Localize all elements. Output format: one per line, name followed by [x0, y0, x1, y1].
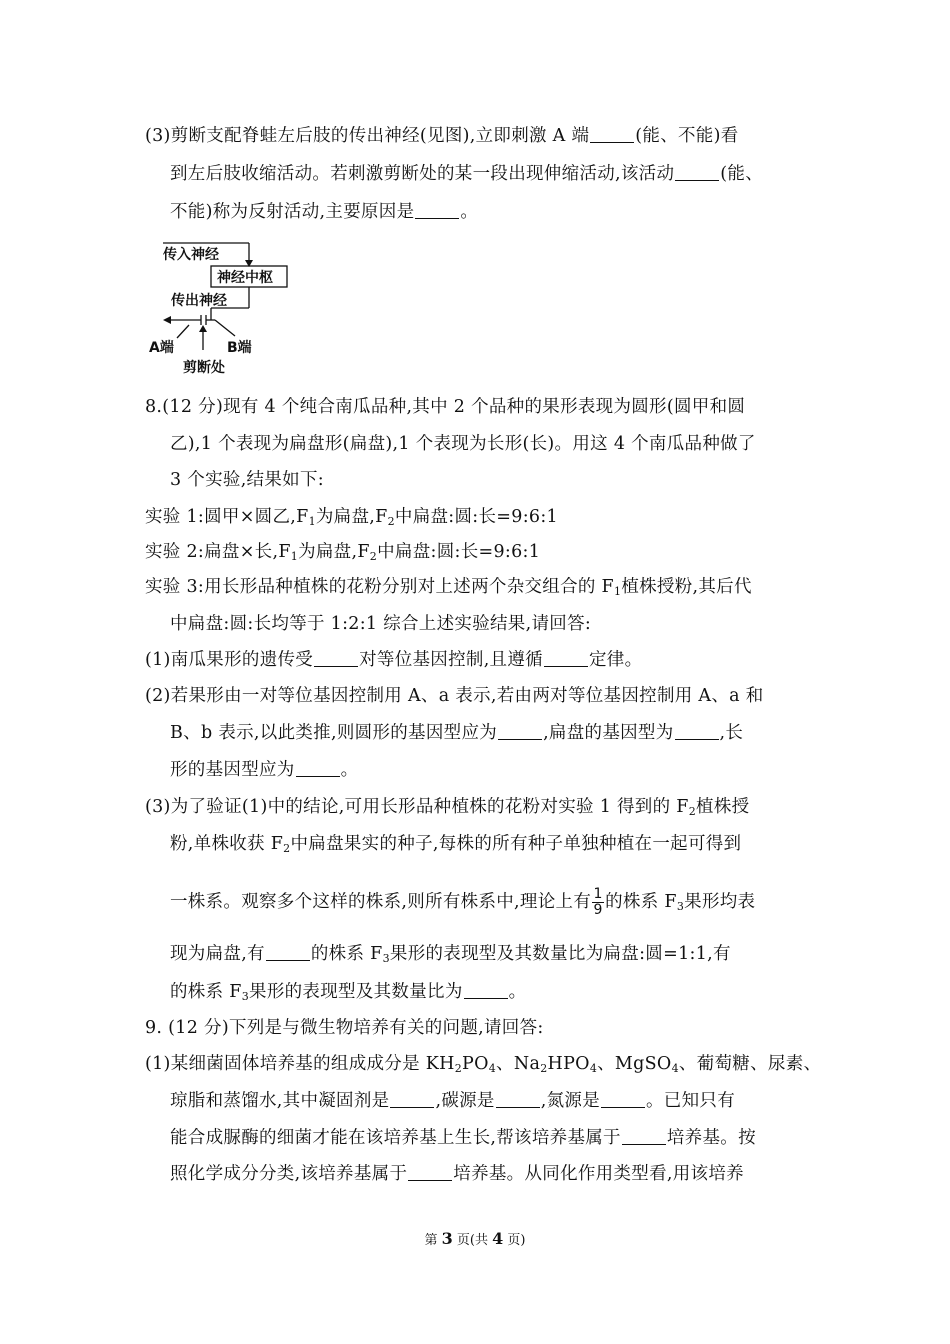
answer-blank[interactable] — [415, 202, 459, 219]
page-footer — [0, 1229, 950, 1248]
q7-text: 不能)称为反射活动,主要原因是 — [170, 202, 415, 222]
q7-text: 。 — [460, 202, 479, 222]
label-efferent: 传出神经 — [171, 293, 227, 309]
q8-exp2 — [145, 540, 540, 564]
q8-line1: 8.(12 分)现有 4 个纯合南瓜品种,其中 2 个品种的果形表现为圆形(圆甲和圆 — [145, 397, 746, 417]
q9-text: 能合成脲酶的细菌才能在该培养基上生长,帮该培养基属于 — [170, 1128, 621, 1148]
q7-text: (3)剪断支配脊蛙左后肢的传出神经(见图),立即刺激 A 端 — [145, 126, 590, 146]
q8-text: 形的基因型应为 — [170, 760, 295, 780]
subscript: 4 — [488, 1062, 497, 1075]
q9-text: 。已知只有 — [646, 1091, 735, 1111]
answer-blank[interactable] — [622, 1128, 666, 1145]
q7-part3-line1 — [145, 124, 739, 148]
fraction-numerator: 1 — [593, 886, 603, 902]
q9-text: 、MgSO — [597, 1054, 672, 1074]
q8-exp3 — [145, 575, 752, 599]
subscript: 1 — [290, 550, 299, 563]
arrow-left-head — [163, 316, 171, 324]
answer-blank[interactable] — [675, 164, 719, 181]
q8-text: 植株授 — [696, 797, 750, 817]
footer-text: 页(共 — [452, 1233, 493, 1248]
q8-text: 中扁盘:圆:长=9:6:1 — [394, 507, 558, 527]
label-a-end: A端 — [149, 340, 174, 356]
answer-blank[interactable] — [601, 1091, 645, 1108]
q9-part1-line3 — [170, 1126, 756, 1150]
q9-text: 照化学成分分类,该培养基属于 — [170, 1164, 408, 1184]
answer-blank[interactable] — [464, 982, 508, 999]
q9-text: 培养基。从同化作用类型看,用该培养 — [453, 1164, 744, 1184]
q9-text: ,氮源是 — [540, 1091, 600, 1111]
q8-part2-line2 — [170, 721, 743, 745]
q7-part3-line3 — [170, 200, 478, 224]
subscript: 2 — [387, 515, 395, 528]
q9-part1-line2 — [170, 1089, 735, 1113]
subscript: 3 — [676, 900, 685, 913]
q8-text: 。 — [340, 760, 359, 780]
subscript: 2 — [454, 1062, 462, 1075]
label-cut: 剪断处 — [183, 360, 225, 376]
subscript: 4 — [589, 1062, 598, 1075]
label-center: 神经中枢 — [217, 270, 273, 286]
footer-text: 第 — [424, 1233, 442, 1248]
q8-exp3-cont: 中扁盘:圆:长均等于 1:2:1 综合上述实验结果,请回答: — [170, 614, 592, 634]
q8-text: ,长 — [719, 723, 744, 743]
q8-part3-line5 — [170, 980, 526, 1004]
q9-text: PO — [462, 1054, 489, 1074]
q9-part1-line1 — [145, 1052, 821, 1076]
q8-text: 的株系 F — [310, 944, 383, 964]
page-number: 3 — [441, 1229, 453, 1248]
q8-part2-line1: (2)若果形由一对等位基因控制用 A、a 表示,若由两对等位基因控制用 A、a 和 — [145, 686, 764, 706]
answer-blank[interactable] — [314, 650, 358, 667]
q8-text: 现为扁盘,有 — [170, 944, 265, 964]
subscript: 2 — [540, 1062, 548, 1075]
answer-blank[interactable] — [498, 723, 542, 740]
q8-text: 实验 1:圆甲×圆乙,F — [145, 507, 309, 527]
arrow-up-head — [199, 325, 207, 332]
subscript: 2 — [369, 550, 378, 563]
q8-text: 实验 3:用长形品种植株的花粉分别对上述两个杂交组合的 F — [145, 577, 614, 597]
q9-text: (1)某细菌固体培养基的组成成分是 KH — [145, 1054, 455, 1074]
q8-part3-line3 — [170, 887, 755, 918]
q8-part1 — [145, 648, 642, 672]
q8-text: 植株授粉,其后代 — [621, 577, 752, 597]
q8-part3-line4 — [170, 942, 731, 966]
q7-text: (能、不能)看 — [635, 126, 739, 146]
q8-text: 实验 2:扁盘×长,F — [145, 542, 291, 562]
nerve-cut-diagram — [145, 240, 305, 380]
q8-text: 果形均表 — [684, 892, 756, 912]
subscript: 4 — [671, 1062, 679, 1075]
answer-blank[interactable] — [408, 1164, 452, 1181]
total-pages: 4 — [492, 1229, 504, 1248]
subscript: 1 — [308, 515, 316, 528]
subscript: 3 — [382, 952, 390, 965]
answer-blank[interactable] — [590, 126, 634, 143]
q8-exp1 — [145, 505, 558, 529]
answer-blank[interactable] — [675, 723, 719, 740]
q8-text: 果形的表现型及其数量比为扁盘:圆=1:1,有 — [389, 944, 731, 964]
label-b-end: B端 — [227, 340, 252, 356]
fraction-denominator: 9 — [593, 902, 603, 918]
q8-text: ,扁盘的基因型为 — [543, 723, 674, 743]
q7-text: 到左后肢收缩活动。若刺激剪断处的某一段出现伸缩活动,该活动 — [170, 164, 675, 184]
subscript: 3 — [241, 990, 250, 1003]
answer-blank[interactable] — [296, 760, 340, 777]
answer-blank[interactable] — [544, 650, 588, 667]
a-end-diag-line — [177, 325, 189, 338]
q9-text: 琼脂和蒸馏水,其中凝固剂是 — [170, 1091, 390, 1111]
answer-blank[interactable] — [496, 1091, 540, 1108]
b-end-diag-line — [215, 320, 235, 336]
q9-text: 培养基。按 — [666, 1128, 756, 1148]
answer-blank[interactable] — [266, 944, 310, 961]
label-afferent: 传入神经 — [163, 247, 219, 263]
q9-line1: 9. (12 分)下列是与微生物培养有关的问题,请回答: — [145, 1018, 544, 1038]
q8-line3: 3 个实验,结果如下: — [170, 470, 324, 490]
q8-text: 。 — [508, 982, 527, 1002]
q8-text: (1)南瓜果形的遗传受 — [145, 650, 314, 670]
q8-part3-line2 — [170, 832, 741, 856]
subscript: 2 — [688, 805, 697, 818]
q8-text: 为扁盘,F — [315, 507, 388, 527]
q9-text: 、Na — [496, 1054, 541, 1074]
q8-text: 定律。 — [588, 650, 643, 670]
q8-text: 中扁盘果实的种子,每株的所有种子单独种植在一起可得到 — [290, 834, 742, 854]
q9-text: 、葡萄糖、尿素、 — [678, 1054, 822, 1074]
q8-text: 中扁盘:圆:长=9:6:1 — [377, 542, 541, 562]
q8-text: 为扁盘,F — [298, 542, 370, 562]
subscript: 2 — [283, 842, 291, 855]
q8-text: 对等位基因控制,且遵循 — [359, 650, 543, 670]
q8-line2: 乙),1 个表现为扁盘形(扁盘),1 个表现为长形(长)。用这 4 个南瓜品种做了 — [170, 434, 756, 454]
answer-blank[interactable] — [390, 1091, 434, 1108]
q8-text: 粉,单株收获 F — [170, 834, 284, 854]
q8-text: B、b 表示,以此类推,则圆形的基因型应为 — [170, 723, 498, 743]
q8-text: 的株系 F — [605, 892, 677, 912]
q9-text: HPO — [547, 1054, 590, 1074]
q7-text: (能、 — [720, 164, 763, 184]
q8-text: 果形的表现型及其数量比为 — [249, 982, 463, 1002]
q8-text: (3)为了验证(1)中的结论,可用长形品种植株的花粉对实验 1 得到的 F — [145, 797, 689, 817]
q8-text: 一株系。观察多个这样的株系,则所有株系中,理论上有 — [170, 892, 592, 912]
q9-text: ,碳源是 — [435, 1091, 495, 1111]
q8-part3-line1 — [145, 795, 749, 819]
q7-part3-line2 — [170, 162, 763, 186]
subscript: 1 — [614, 585, 622, 598]
q9-part1-line4 — [170, 1162, 744, 1186]
fraction-one-ninth — [592, 887, 604, 918]
q8-text: 的株系 F — [170, 982, 242, 1002]
footer-text: 页) — [503, 1233, 526, 1248]
q8-part2-line3 — [170, 758, 358, 782]
